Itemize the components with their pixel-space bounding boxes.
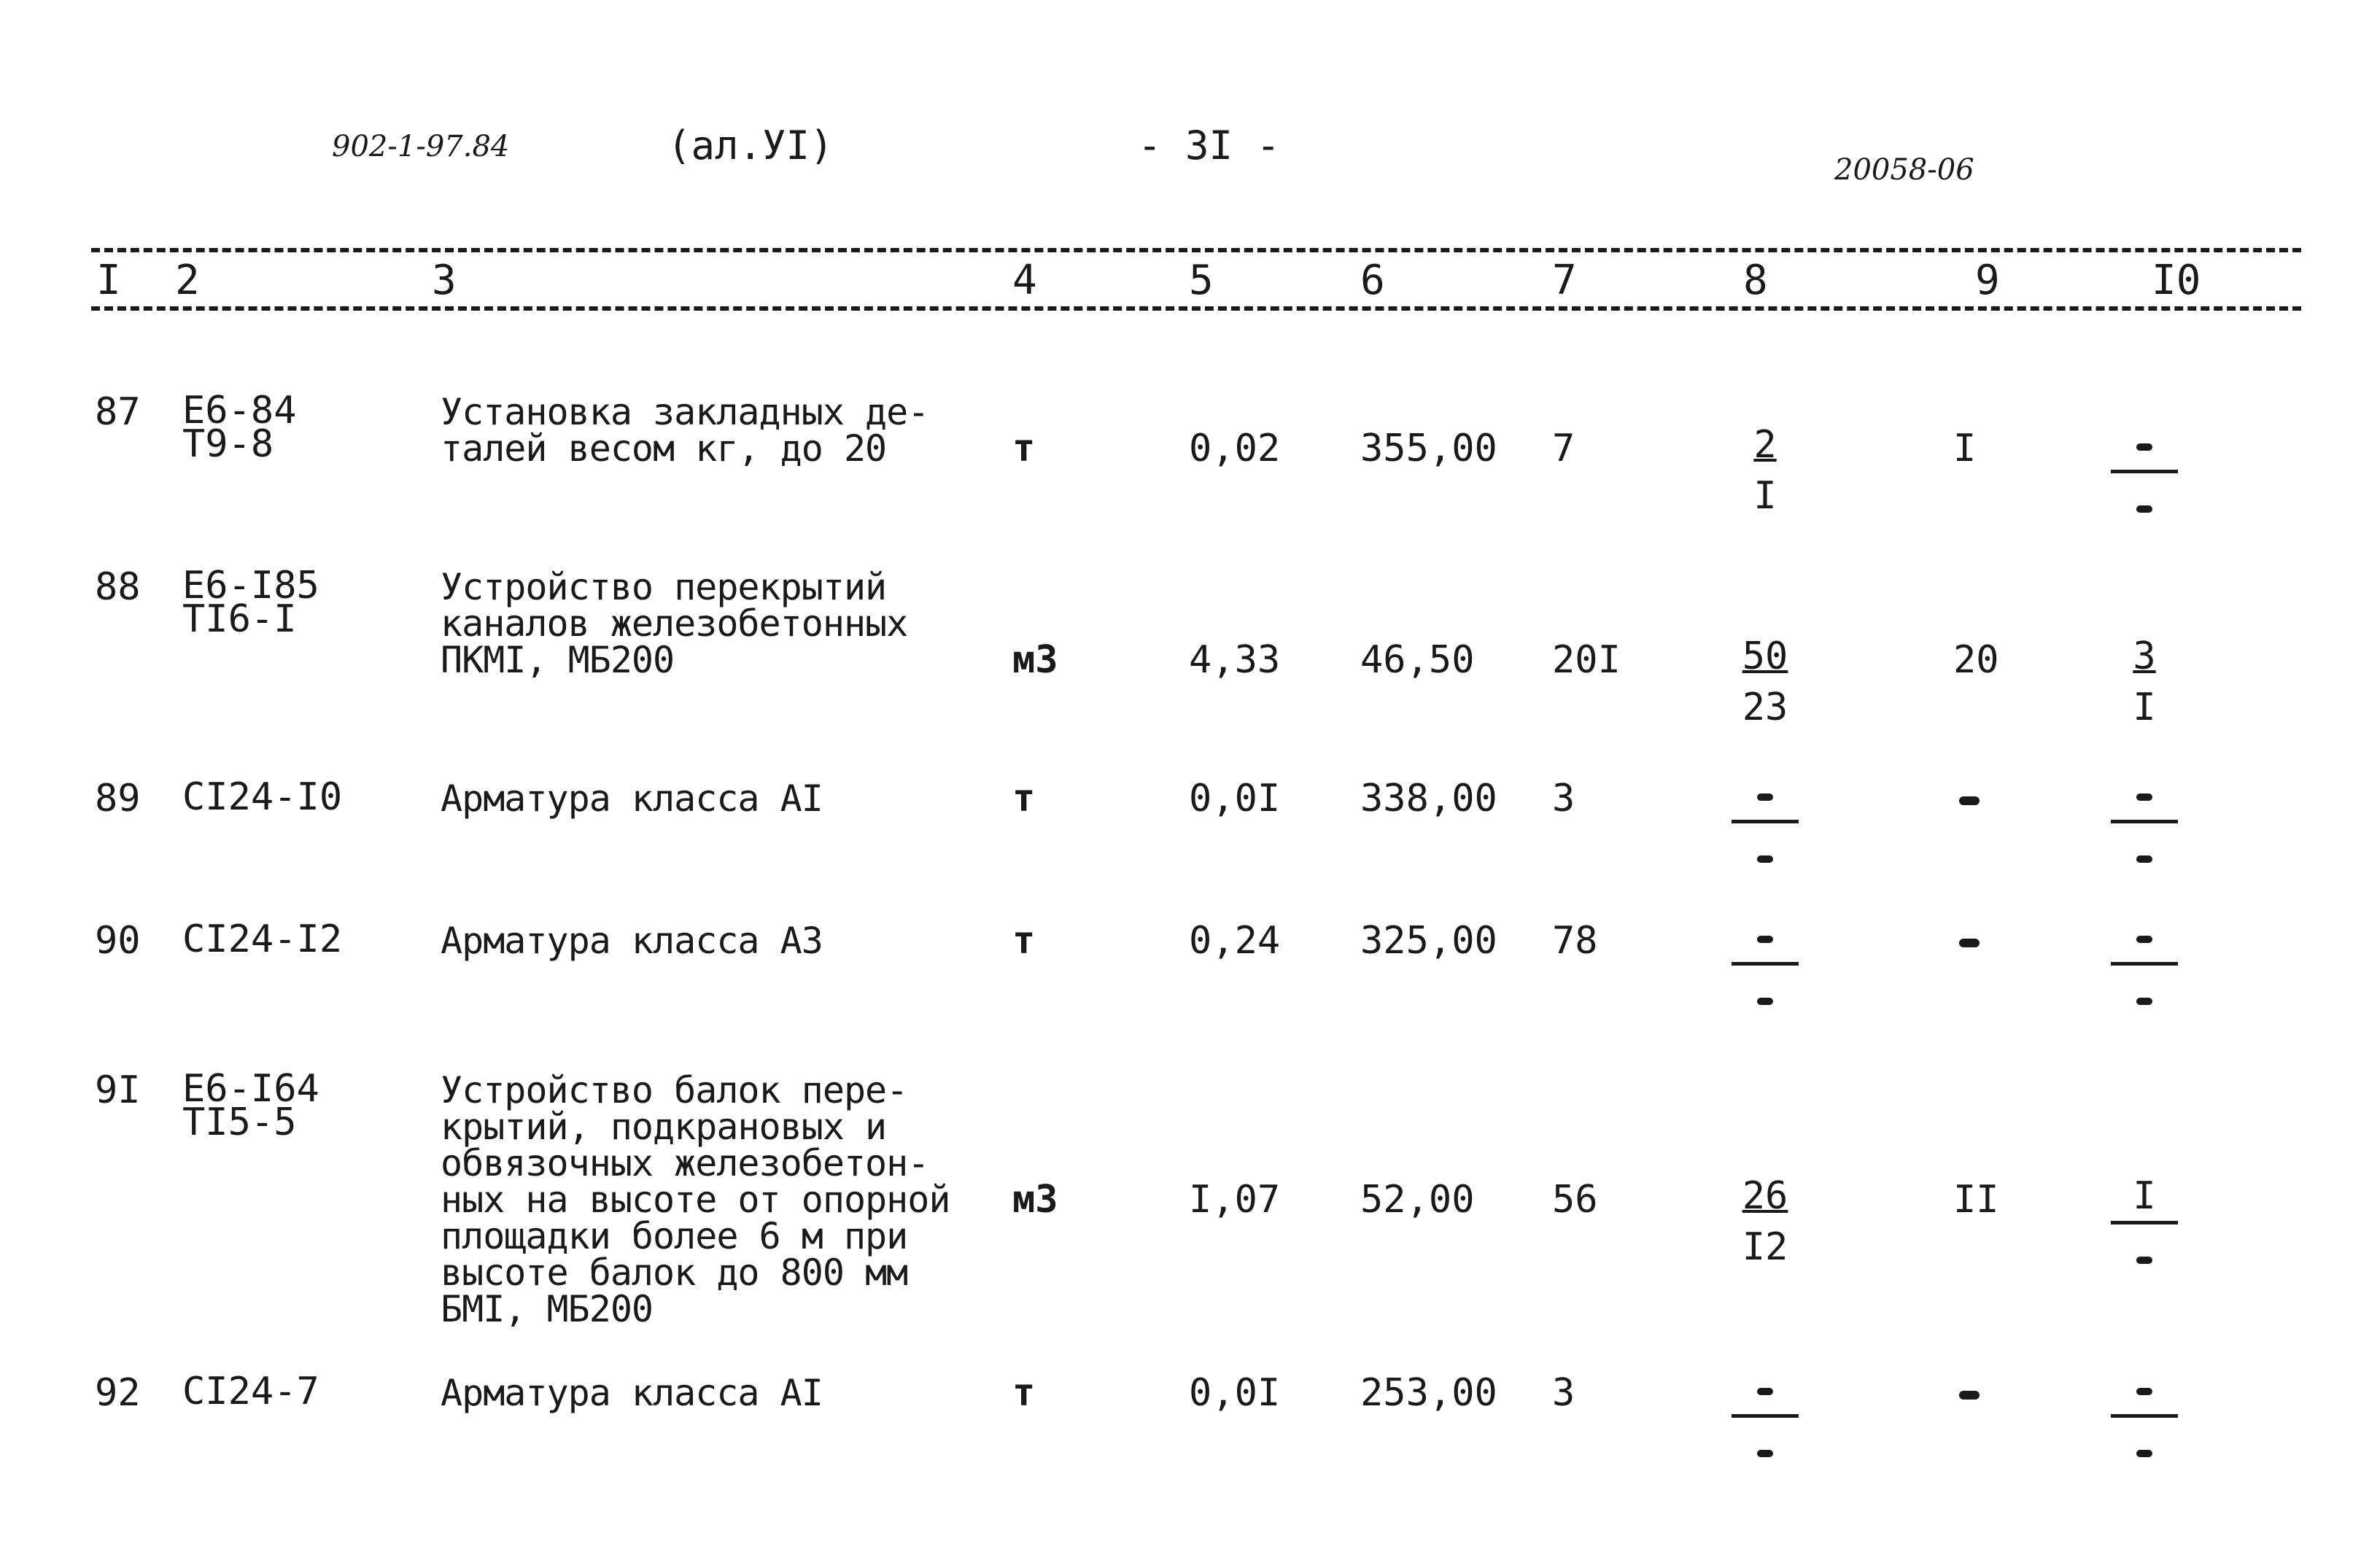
column-number: 6 [1360, 257, 1385, 304]
col8-value-denominator: I [1753, 474, 1777, 518]
col10-value [2101, 1369, 2188, 1472]
col9-value [1959, 1391, 1980, 1400]
col10-value-numerator [2101, 1369, 2188, 1410]
total-cost: 78 [1552, 919, 1598, 963]
quantity: 0,02 [1189, 427, 1281, 470]
col8-value-fraction-bar [1732, 1414, 1799, 1418]
col9-value [1959, 939, 1980, 947]
unit: т [1012, 919, 1036, 963]
unit-price: 253,00 [1360, 1371, 1497, 1415]
col9-value [1959, 796, 1980, 805]
row-number: 90 [95, 919, 141, 963]
col8-value-denominator [1721, 979, 1809, 1020]
column-number: 2 [175, 257, 200, 304]
norm-code: Е6-I64 ТI5-5 [182, 1067, 319, 1144]
norm-code: СI24-7 [182, 1370, 319, 1413]
col10-value [2101, 917, 2188, 1020]
col8-value [1721, 917, 1809, 1020]
norm-code: Е6-I85 ТI6-I [182, 564, 319, 641]
col10-value-denominator [2101, 1431, 2188, 1472]
norm-code: СI24-I0 [182, 775, 343, 819]
total-cost: 7 [1552, 427, 1575, 470]
page-number: - 3I - [1138, 123, 1281, 168]
col8-value-fraction-bar [1732, 820, 1799, 823]
col10-value-fraction-bar [2111, 1414, 2178, 1418]
header-rule-top [91, 248, 2301, 252]
quantity: I,07 [1189, 1178, 1281, 1222]
column-number: 4 [1012, 257, 1037, 304]
column-number: I [96, 257, 121, 304]
col8-value-denominator: I2 [1742, 1225, 1788, 1269]
total-cost: 3 [1552, 777, 1575, 820]
quantity: 0,24 [1189, 919, 1281, 963]
col8-value-numerator: 2 [1753, 423, 1777, 467]
row-number: 89 [95, 777, 141, 820]
unit: т [1012, 1371, 1036, 1415]
unit-price: 355,00 [1360, 427, 1497, 470]
row-number: 87 [95, 390, 141, 434]
col8-value [1721, 636, 1809, 728]
total-cost: 56 [1552, 1178, 1598, 1222]
col10-value-numerator [2101, 424, 2188, 465]
work-description: Устройство балок пере- крытий, подкрановых и обвязочных железобетон- ных на высоте от опорной площадки более 6 м при высоте балок до 800 мм БМI, МБ200 [441, 1069, 950, 1330]
document-code: 902-1-97.84 [332, 130, 510, 163]
work-description: Устройство перекрытий каналов железобетонных ПКМI, МБ200 [441, 566, 908, 681]
col8-value [1721, 1369, 1809, 1472]
col8-value-numerator: 50 [1742, 634, 1788, 678]
col10-value [2101, 424, 2188, 527]
quantity: 4,33 [1189, 638, 1281, 682]
unit: т [1012, 427, 1036, 470]
col10-value-denominator: I [2133, 686, 2156, 729]
album-label: (ал.УI) [667, 123, 834, 168]
col10-value-numerator [2101, 775, 2188, 815]
col8-value-numerator: 26 [1742, 1174, 1788, 1218]
column-number: 5 [1189, 257, 1214, 304]
work-description: Арматура класса АI [441, 777, 823, 820]
col8-value [1721, 1176, 1809, 1268]
col10-value [2101, 1176, 2188, 1278]
quantity: 0,0I [1189, 1371, 1281, 1415]
col10-value-numerator: 3 [2133, 634, 2156, 678]
row-number: 9I [95, 1068, 141, 1112]
header-rule-bottom [91, 306, 2301, 311]
quantity: 0,0I [1189, 777, 1281, 820]
row-number: 92 [95, 1371, 141, 1415]
col8-value-fraction-bar [1732, 962, 1799, 966]
col9-value: II [1953, 1178, 1999, 1222]
unit-price: 52,00 [1360, 1178, 1475, 1222]
norm-code: СI24-I2 [182, 917, 343, 961]
col10-value-fraction-bar [2111, 470, 2178, 473]
col8-value [1721, 775, 1809, 877]
work-description: Арматура класса АI [441, 1372, 823, 1414]
inventory-number: 20058-06 [1834, 153, 1974, 187]
column-number: 9 [1975, 257, 2000, 304]
col10-value-fraction-bar [2111, 820, 2178, 823]
col10-value-denominator [2101, 837, 2188, 877]
column-number: 3 [432, 257, 457, 304]
unit-price: 46,50 [1360, 638, 1475, 682]
col8-value-numerator [1721, 775, 1809, 815]
col10-value-denominator [2101, 1238, 2188, 1278]
col10-value [2101, 775, 2188, 877]
col10-value-numerator: I [2133, 1174, 2156, 1218]
col9-value: 20 [1953, 638, 1999, 682]
col10-value-fraction-bar [2111, 962, 2178, 966]
unit-price: 338,00 [1360, 777, 1497, 820]
column-number: 7 [1552, 257, 1577, 304]
norm-code: Е6-84 Т9-8 [182, 389, 297, 466]
col8-value-denominator: 23 [1742, 686, 1788, 729]
col8-value-numerator [1721, 917, 1809, 958]
col10-value-denominator [2101, 486, 2188, 527]
row-number: 88 [95, 565, 141, 609]
work-description: Арматура класса А3 [441, 920, 823, 962]
work-description: Установка закладных де- талей весом кг, до 20 [441, 391, 929, 470]
col10-value-denominator [2101, 979, 2188, 1020]
total-cost: 20I [1552, 638, 1621, 682]
total-cost: 3 [1552, 1371, 1575, 1415]
col10-value-fraction-bar [2111, 1221, 2178, 1224]
col8-value-denominator [1721, 837, 1809, 877]
unit: м3 [1012, 1178, 1058, 1222]
unit-price: 325,00 [1360, 919, 1497, 963]
col10-value-numerator [2101, 917, 2188, 958]
col8-value [1721, 424, 1809, 516]
col8-value-denominator [1721, 1431, 1809, 1472]
col10-value [2101, 636, 2188, 728]
col8-value-numerator [1721, 1369, 1809, 1410]
column-number: I0 [2152, 257, 2201, 304]
unit: м3 [1012, 638, 1058, 682]
col9-value: I [1953, 427, 1977, 470]
unit: т [1012, 777, 1036, 820]
column-number: 8 [1743, 257, 1768, 304]
